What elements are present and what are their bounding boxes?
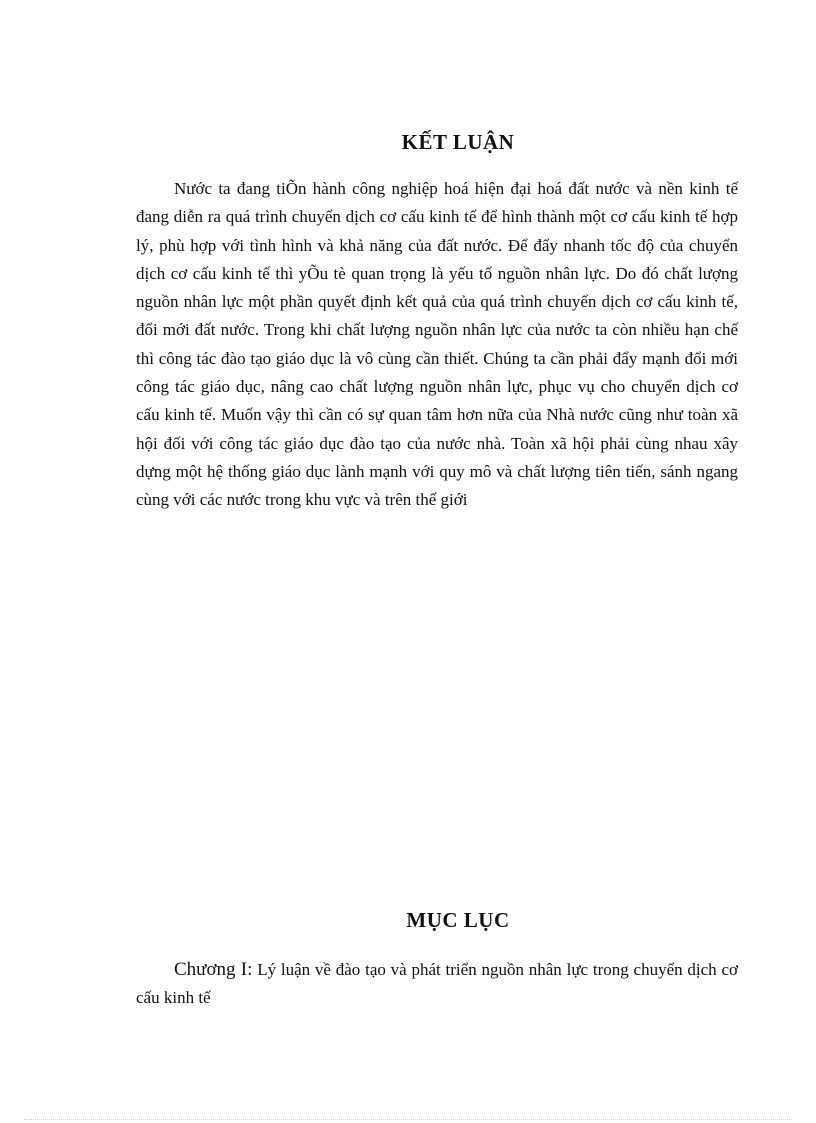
page-bottom-divider — [24, 1119, 792, 1120]
conclusion-heading: KẾT LUẬN — [401, 130, 515, 154]
toc-entry-chapter-1[interactable] — [136, 956, 738, 1013]
table-of-contents-heading: MỤC LỤC — [406, 908, 510, 932]
toc-chapter-title: Lý luận về đào tạo và phát triển nguồn nhân lực trong chuyển dịch cơ cấu kinh tế — [136, 960, 738, 1008]
conclusion-paragraph: Nước ta đang tiÕn hành công nghiệp hoá hiện đại hoá đất nước và nền kinh tế đang diễn ra quá trình chuyển dịch cơ cấu kinh tế để hình thành một cơ cấu kinh tế hợp lý, phù hợp với tình hình và khả năng của đất nước. Để đẩy nhanh tốc độ của chuyển dịch cơ cấu kinh tế thì yÕu tè quan trọng là yếu tố nguồn nhân lực. Do đó chất lượng nguồn nhân lực một phần quyết định kết quả của quá trình chuyển dịch cơ cấu kinh tế, đổi mới đất nước. Trong khi chất lượng nguồn nhân lực của nước ta còn nhiều hạn chế thì công tác đào tạo giáo dục là vô cùng cần thiết. Chúng ta cần phải đẩy mạnh đổi mới công tác giáo dục, nâng cao chất lượng nguồn nhân lực, phục vụ cho chuyển dịch cơ cấu kinh tế. Muốn vậy thì cần có sự quan tâm hơn nữa của Nhà nước cũng như toàn xã hội đối với công tác giáo dục đào tạo của nước nhà. Toàn xã hội phải cùng nhau xây dựng một hệ thống giáo dục lành mạnh với quy mô và chất lượng tiên tiến, sánh ngang cùng với các nước trong khu vực và trên thế giới — [136, 179, 738, 510]
toc-chapter-label: Chương I: — [174, 959, 253, 980]
